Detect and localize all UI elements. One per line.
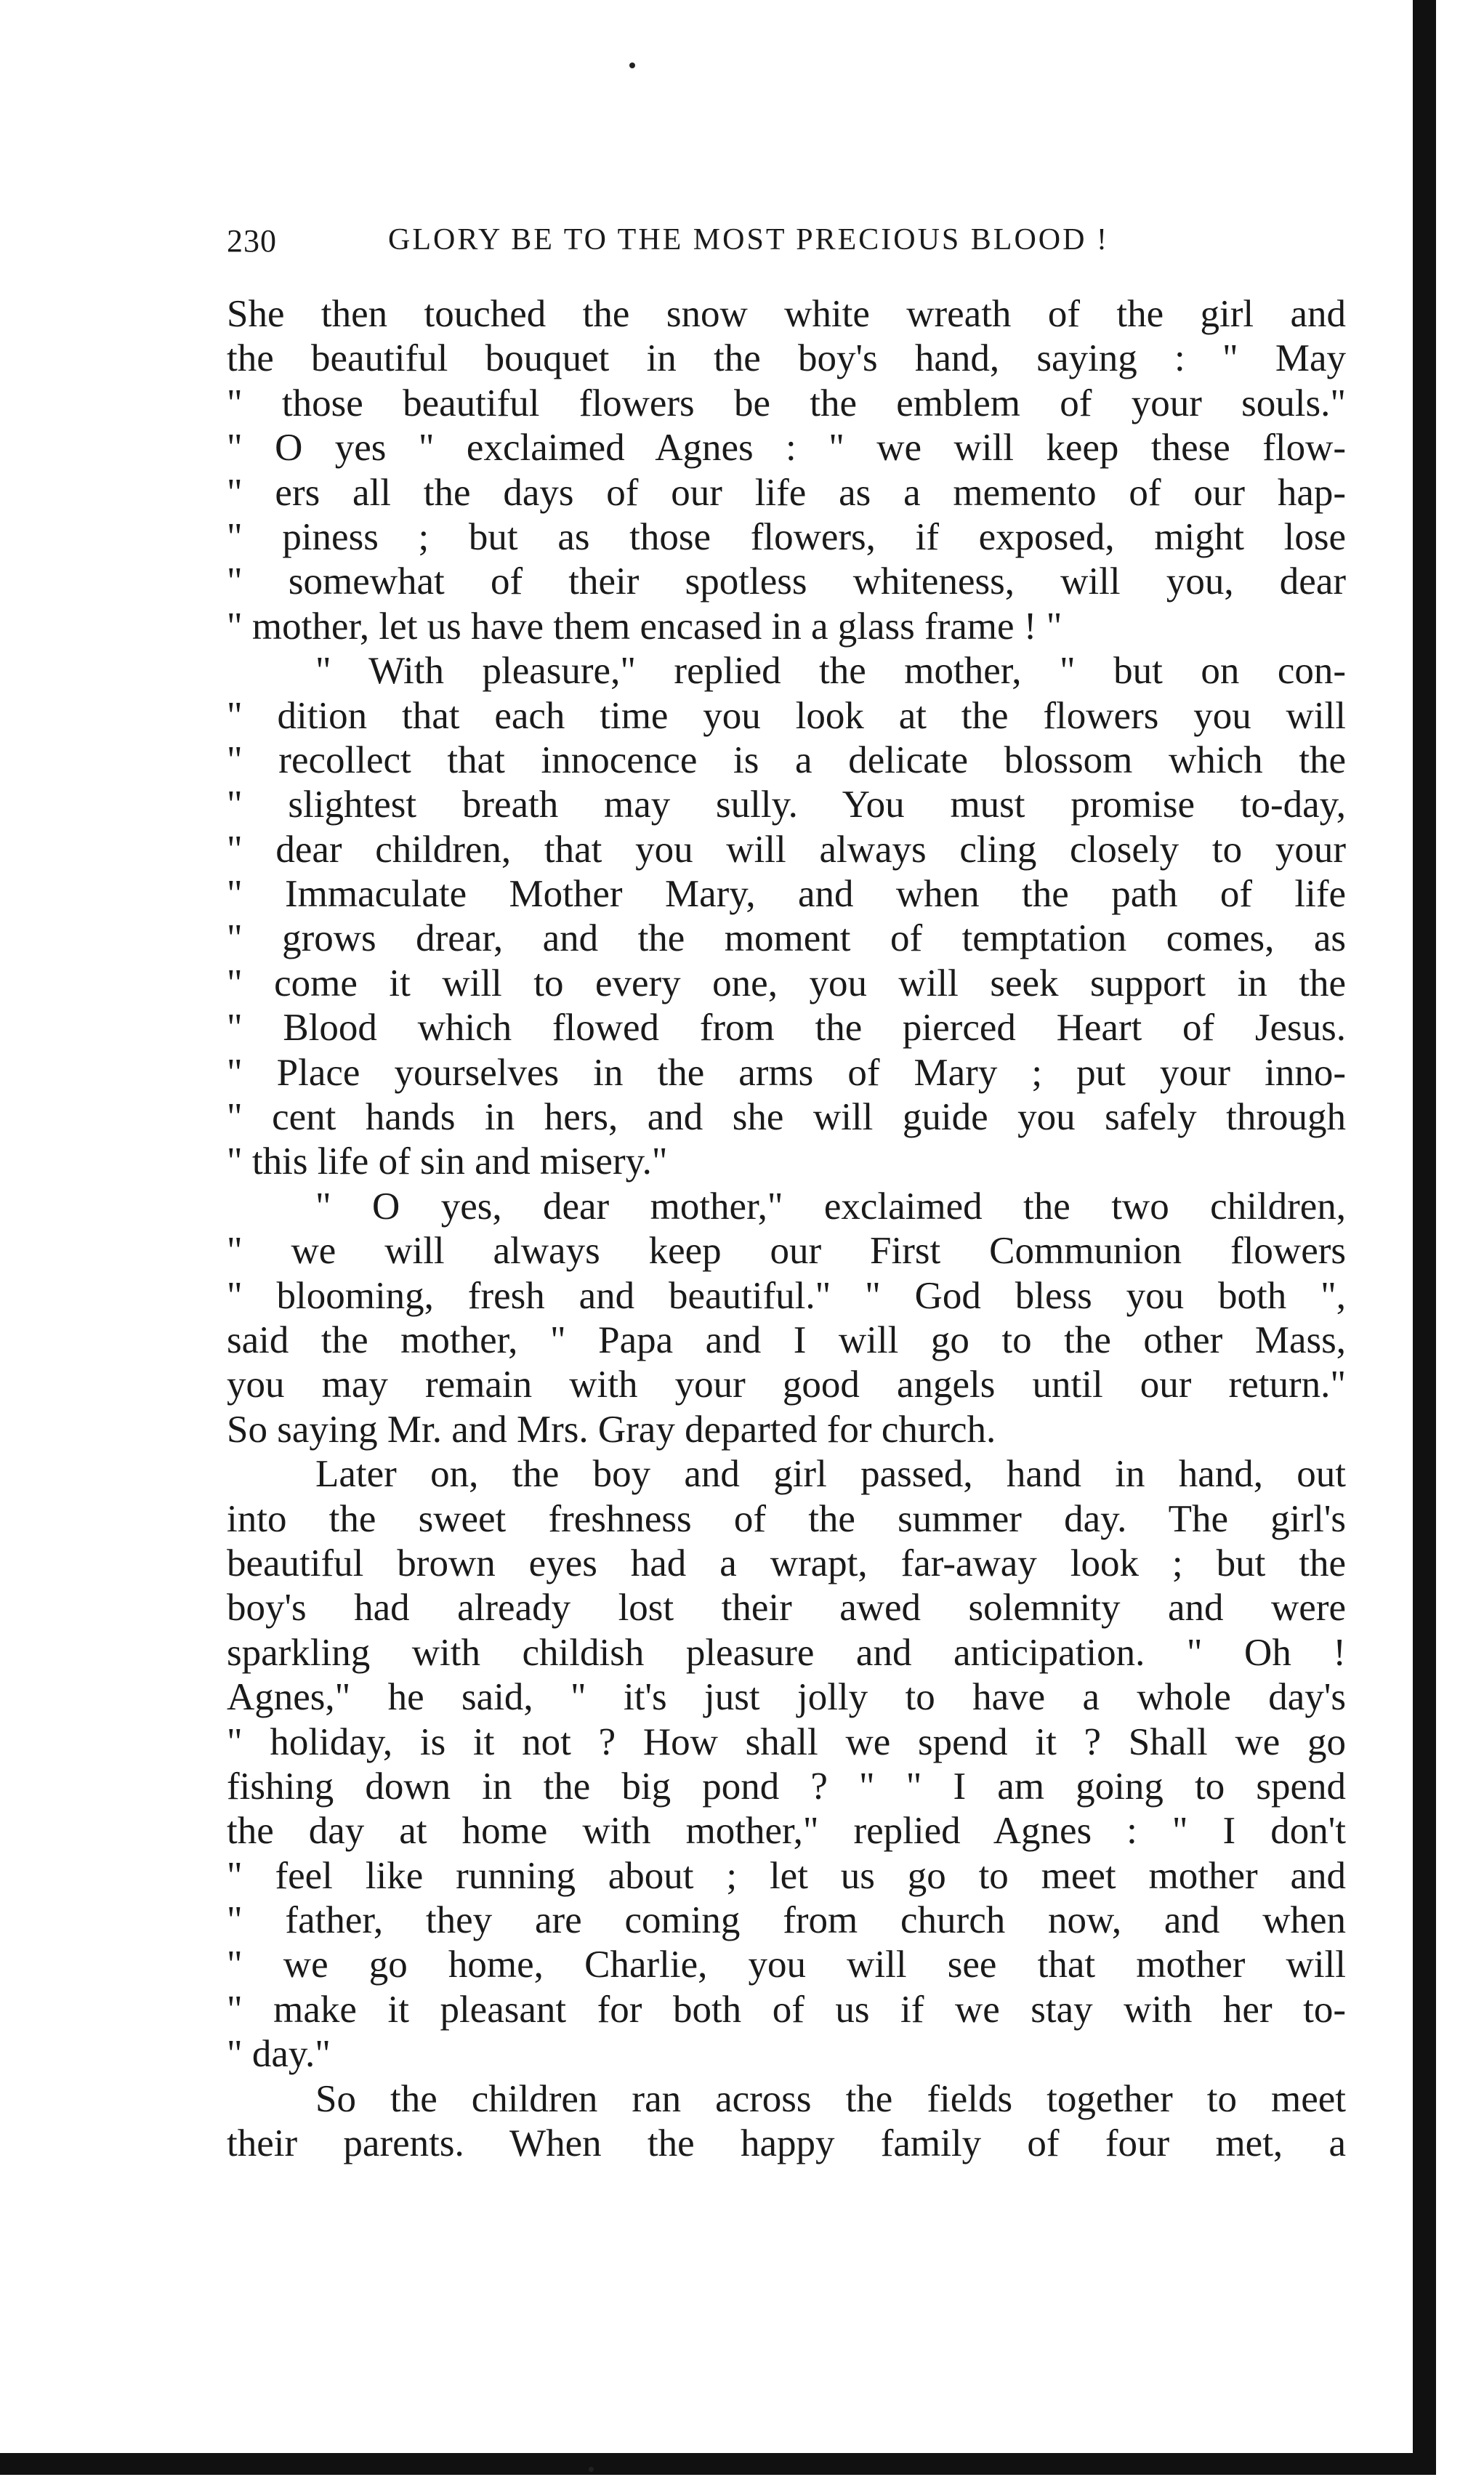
text-line: So saying Mr. and Mrs. Gray departed for church.	[227, 1408, 996, 1451]
scan-border-bottom	[0, 2453, 1436, 2475]
text-line: Later on, the boy and girl passed, hand in hand, out	[315, 1453, 1346, 1496]
text-line: " recollect that innocence is a delicate blossom which the	[227, 738, 1346, 781]
text-line: you may remain with your good angels until our return."	[227, 1364, 1346, 1406]
text-line: " ers all the days of our life as a memento of our hap-	[227, 471, 1346, 514]
scan-border-right	[1413, 0, 1436, 2468]
text-line: " slightest breath may sully. You must promise to-day,	[227, 784, 1346, 826]
text-line: " day."	[227, 2033, 331, 2076]
text-line: " father, they are coming from church now, and when	[227, 1899, 1346, 1942]
text-line: " we go home, Charlie, you will see that mother will	[227, 1944, 1346, 1986]
text-line: " holiday, is it not ? How shall we spend it ? Shall we go	[227, 1720, 1346, 1763]
text-line: into the sweet freshness of the summer day. The girl's	[227, 1497, 1346, 1540]
text-line: " dear children, that you will always cling closely to your	[227, 828, 1346, 871]
text-line: " those beautiful flowers be the emblem of your souls."	[227, 382, 1346, 424]
text-line: said the mother, " Papa and I will go to the other Mass,	[227, 1318, 1346, 1361]
text-line: " piness ; but as those flowers, if exposed, might lose	[227, 515, 1346, 558]
text-line: boy's had already lost their awed solemnity and were	[227, 1587, 1346, 1630]
text-line: " we will always keep our First Communion flowers	[227, 1230, 1346, 1273]
text-line: " With pleasure," replied the mother, " but on con-	[315, 650, 1346, 693]
text-line: " come it will to every one, you will seek support in the	[227, 962, 1346, 1004]
running-head: GLORY BE TO THE MOST PRECIOUS BLOOD !	[388, 223, 1109, 257]
text-line: Agnes," he said, " it's just jolly to have a whole day's	[227, 1676, 1346, 1719]
text-line: " make it pleasant for both of us if we stay with her to-	[227, 1988, 1346, 2031]
text-line: " feel like running about ; let us go to meet mother and	[227, 1854, 1346, 1897]
text-line: " Place yourselves in the arms of Mary ; put your inno-	[227, 1051, 1346, 1094]
scan-speck	[589, 2467, 594, 2472]
text-line: sparkling with childish pleasure and anticipation. " Oh !	[227, 1631, 1346, 1674]
text-line: the day at home with mother," replied Agnes : " I don't	[227, 1810, 1346, 1853]
text-line: " blooming, fresh and beautiful." " God bless you both ",	[227, 1274, 1346, 1317]
text-line: She then touched the snow white wreath of the girl and	[227, 293, 1346, 335]
text-line: fishing down in the big pond ? " " I am going to spend	[227, 1765, 1346, 1808]
text-line: " O yes " exclaimed Agnes : " we will keep these flow-	[227, 427, 1346, 470]
text-line: " dition that each time you look at the flowers you will	[227, 694, 1346, 737]
text-line: " this life of sin and misery."	[227, 1140, 668, 1183]
text-line: " mother, let us have them encased in a glass frame ! "	[227, 605, 1062, 648]
text-line: " grows drear, and the moment of temptation comes, as	[227, 917, 1346, 960]
text-line: their parents. When the happy family of four met, a	[227, 2122, 1346, 2165]
page-header	[227, 222, 1208, 273]
text-line: " Immaculate Mother Mary, and when the path of life	[227, 873, 1346, 916]
text-line: So the children ran across the fields together to meet	[315, 2077, 1346, 2120]
page-number: 230	[227, 223, 277, 259]
text-line: " cent hands in hers, and she will guide you safely through	[227, 1096, 1346, 1139]
text-line: beautiful brown eyes had a wrapt, far-away look ; but the	[227, 1542, 1346, 1584]
scan-speck	[629, 63, 635, 68]
text-line: the beautiful bouquet in the boy's hand, saying : " May	[227, 337, 1346, 380]
body-text	[227, 292, 1346, 2166]
text-line: " Blood which flowed from the pierced Heart of Jesus.	[227, 1007, 1346, 1050]
text-line: " O yes, dear mother," exclaimed the two children,	[315, 1185, 1346, 1228]
text-line: " somewhat of their spotless whiteness, will you, dear	[227, 560, 1346, 603]
